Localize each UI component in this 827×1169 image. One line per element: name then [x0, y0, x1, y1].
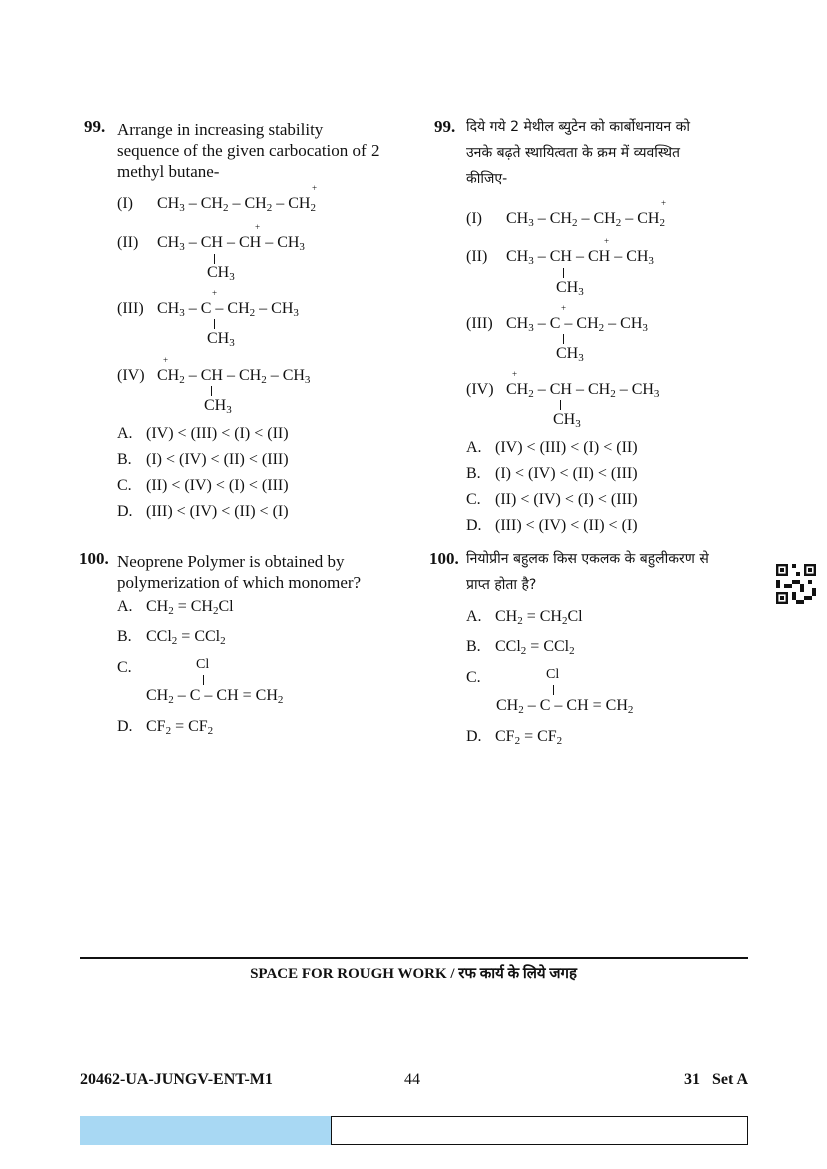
structure-ii-charge-hi: +: [604, 236, 610, 246]
q99-option-d-hi[interactable]: D. (III) < (IV) < (II) < (I): [466, 517, 638, 534]
structure-ii-formula: $CH_3$ – CH – CH – $CH_3$: [157, 234, 305, 253]
structure-ii-label-hi: (II): [466, 248, 488, 265]
structure-iii-label-hi: (III): [466, 315, 493, 332]
structure-i-charge-hi: +: [661, 198, 667, 208]
structure-i-label: (I): [117, 195, 133, 212]
q100-number: 100.: [79, 549, 109, 568]
structure-iv-label-hi: (IV): [466, 381, 494, 398]
structure-iii-charge: +: [212, 288, 218, 298]
structure-i-formula-hi: $CH_3 - CH_2 - CH_2 - CH_2$: [506, 210, 665, 229]
q99-option-a[interactable]: A. (IV) < (III) < (I) < (II): [117, 425, 289, 442]
structure-i-charge: +: [312, 183, 318, 193]
q100-option-c-letter[interactable]: C.: [117, 659, 132, 676]
q100-option-d[interactable]: D. $CF_2 = CF_2$: [117, 718, 214, 737]
q99-stem-hi: दिये गये 2 मेथील ब्युटेन को कार्बोधनायन को उनके बढ़ते स्थायित्वता के क्रम में व्यवस्थित कीजिए-: [466, 119, 690, 187]
q99-number: 99.: [84, 117, 106, 136]
q100-option-c-formula[interactable]: $CH_2$ – C – CH = $CH_2$: [146, 687, 284, 706]
q100-option-c-bond-hi: [553, 685, 554, 695]
structure-iv-charge: +: [163, 355, 169, 365]
structure-i-label-hi: (I): [466, 210, 482, 227]
paper-code: 20462-UA-JUNGV-ENT-M1: [80, 1071, 273, 1088]
q100-stem-hi: नियोप्रीन बहुलक किस एकलक के बहुलीकरण से प्राप्त होता है?: [466, 551, 709, 593]
q99-option-a-hi[interactable]: A. (IV) < (III) < (I) < (II): [466, 439, 638, 456]
structure-iii-label: (III): [117, 300, 144, 317]
structure-ii-branch-hi: $CH_3$: [556, 279, 584, 298]
q99-option-c-hi[interactable]: C. (II) < (IV) < (I) < (III): [466, 491, 638, 508]
q100-option-b-hi[interactable]: B. CCl$_2$ = CCl$_2$: [466, 638, 575, 657]
structure-iv-charge-hi: +: [512, 369, 518, 379]
q99-option-d[interactable]: D. (III) < (IV) < (II) < (I): [117, 503, 289, 520]
page-number: 44: [404, 1071, 420, 1088]
q99-stem-en: Arrange in increasing stability sequence of the given carbocation of 2 methyl butane-: [117, 120, 380, 181]
q100-option-b[interactable]: B. CCl$_2$ = CCl$_2$: [117, 628, 226, 647]
q100-option-d-hi[interactable]: D. $CF_2 = CF_2$: [466, 728, 563, 747]
structure-ii-bond-hi: [563, 268, 564, 278]
structure-ii-label: (II): [117, 234, 139, 251]
structure-iv-formula-hi: $CH_2$ – CH – $CH_2 - CH_3$: [506, 381, 660, 400]
q100-option-c-letter-hi[interactable]: C.: [466, 669, 481, 686]
structure-iv-branch: $CH_3$: [204, 397, 232, 416]
rough-work-rule: [80, 957, 748, 959]
q100-option-c-cl-hi: Cl: [546, 667, 560, 682]
structure-iii-formula: $CH_3$ – C – $CH_2 - CH_3$: [157, 300, 299, 319]
structure-iii-formula-hi: $CH_3$ – C – $CH_2 - CH_3$: [506, 315, 648, 334]
q99-option-c[interactable]: C. (II) < (IV) < (I) < (III): [117, 477, 289, 494]
structure-iii-bond: [214, 319, 215, 329]
footer-blue-bar: [80, 1116, 331, 1145]
q100-stem-en: Neoprene Polymer is obtained by polymerization of which monomer?: [117, 552, 362, 592]
structure-iv-label: (IV): [117, 367, 145, 384]
q100-option-a-hi[interactable]: A. $CH_2 = CH_2Cl$: [466, 608, 583, 627]
structure-iv-bond: [211, 386, 212, 396]
structure-iv-branch-hi: $CH_3$: [553, 411, 581, 430]
structure-iii-branch: $CH_3$: [207, 330, 235, 349]
structure-iii-bond-hi: [563, 334, 564, 344]
structure-iv-bond-hi: [560, 400, 561, 410]
footer-box: [331, 1116, 748, 1145]
set-label: 31 Set A: [684, 1071, 748, 1088]
structure-iii-branch-hi: $CH_3$: [556, 345, 584, 364]
structure-iv-formula: $CH_2$ – CH – $CH_2 - CH_3$: [157, 367, 311, 386]
structure-ii-charge: +: [255, 222, 261, 232]
q100-option-a[interactable]: A. $CH_2 = CH_2Cl$: [117, 598, 234, 617]
rough-work-label: SPACE FOR ROUGH WORK / रफ कार्य के लिये जगह: [250, 966, 577, 982]
structure-ii-bond: [214, 254, 215, 264]
structure-iii-charge-hi: +: [561, 303, 567, 313]
q100-option-c-formula-hi[interactable]: $CH_2$ – C – CH = $CH_2$: [496, 697, 634, 716]
qr-code-icon: [776, 564, 816, 604]
q100-number-hi: 100.: [429, 549, 459, 568]
structure-ii-branch: $CH_3$: [207, 264, 235, 283]
q100-option-c-bond: [203, 675, 204, 685]
q99-option-b-hi[interactable]: B. (I) < (IV) < (II) < (III): [466, 465, 638, 482]
structure-ii-formula-hi: $CH_3$ – CH – CH – $CH_3$: [506, 248, 654, 267]
q99-number-hi: 99.: [434, 117, 456, 136]
q99-option-b[interactable]: B. (I) < (IV) < (II) < (III): [117, 451, 289, 468]
structure-i-formula: $CH_3 - CH_2 - CH_2 - CH_2$: [157, 195, 316, 214]
q100-option-c-cl: Cl: [196, 657, 210, 672]
